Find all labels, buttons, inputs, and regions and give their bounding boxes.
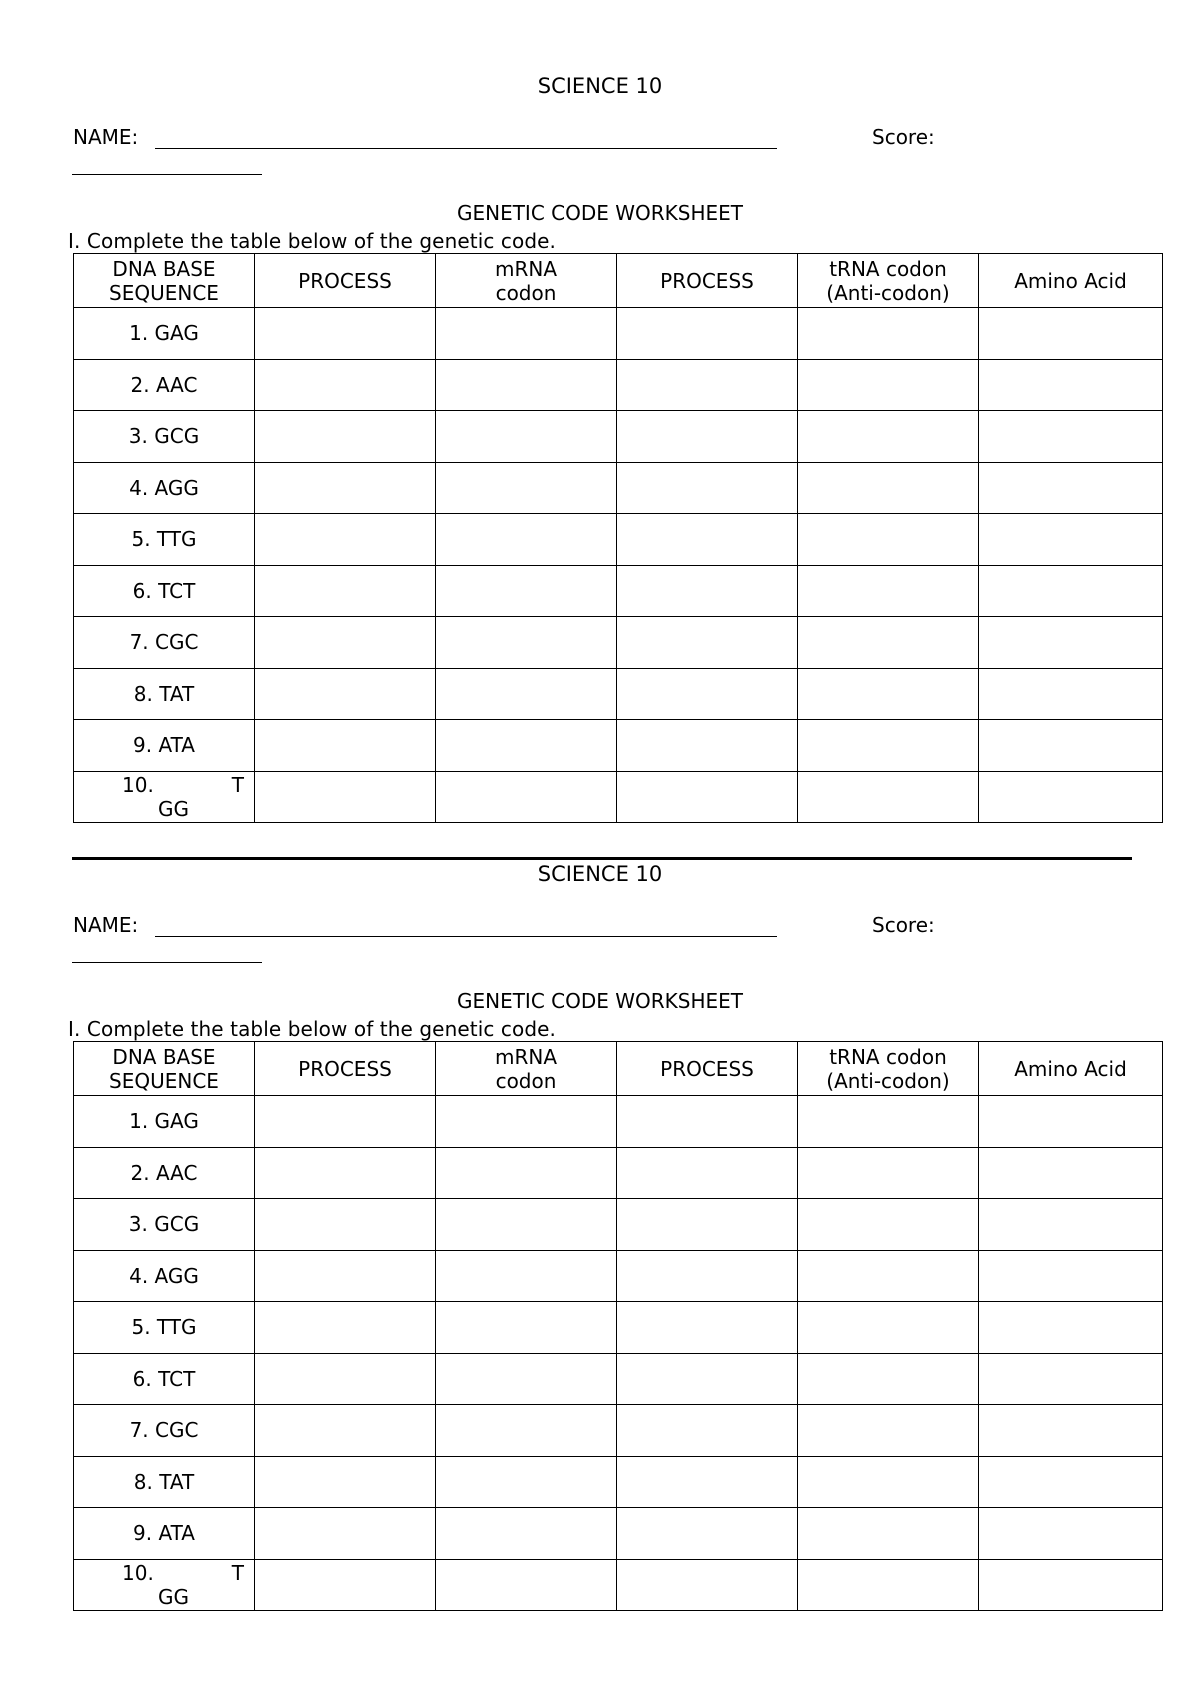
dna-sequence-cell: 7. CGC bbox=[74, 1405, 255, 1457]
answer-cell[interactable] bbox=[979, 668, 1163, 720]
answer-cell[interactable] bbox=[979, 1147, 1163, 1199]
answer-cell[interactable] bbox=[255, 462, 436, 514]
answer-cell[interactable] bbox=[436, 668, 617, 720]
answer-cell[interactable] bbox=[255, 1147, 436, 1199]
answer-cell[interactable] bbox=[798, 1559, 979, 1611]
name-field-line[interactable] bbox=[155, 148, 777, 149]
answer-cell[interactable] bbox=[798, 514, 979, 566]
answer-cell[interactable] bbox=[436, 462, 617, 514]
answer-cell[interactable] bbox=[798, 1250, 979, 1302]
table-row bbox=[74, 1302, 1163, 1354]
answer-cell[interactable] bbox=[436, 1508, 617, 1560]
row-number: 10. bbox=[122, 1560, 154, 1585]
header-amino-acid: Amino Acid bbox=[979, 254, 1163, 308]
answer-cell[interactable] bbox=[798, 359, 979, 411]
sequence-part: T bbox=[231, 772, 244, 797]
dna-sequence-cell: 7. CGC bbox=[74, 617, 255, 669]
header-amino-acid: Amino Acid bbox=[979, 1042, 1163, 1096]
dna-sequence-cell: 1. GAG bbox=[74, 1096, 255, 1148]
table-row bbox=[74, 1559, 1163, 1611]
dna-sequence-cell: 4. AGG bbox=[74, 1250, 255, 1302]
header-dna-sequence: DNA BASE SEQUENCE bbox=[74, 1042, 255, 1096]
table-row bbox=[74, 668, 1163, 720]
dna-sequence-cell: 2. AAC bbox=[74, 359, 255, 411]
answer-cell[interactable] bbox=[617, 1147, 798, 1199]
answer-cell[interactable] bbox=[255, 1405, 436, 1457]
table-header-row bbox=[74, 1042, 1163, 1096]
answer-cell[interactable] bbox=[255, 411, 436, 463]
answer-cell[interactable] bbox=[255, 565, 436, 617]
instruction-text: I. Complete the table below of the genetic code. bbox=[68, 229, 556, 253]
name-label: NAME: bbox=[73, 913, 139, 937]
answer-cell[interactable] bbox=[436, 308, 617, 360]
table-row bbox=[74, 720, 1163, 772]
answer-cell[interactable] bbox=[436, 720, 617, 772]
answer-cell[interactable] bbox=[436, 1559, 617, 1611]
table-row bbox=[74, 514, 1163, 566]
dna-sequence-cell: 2. AAC bbox=[74, 1147, 255, 1199]
header-trna-codon: tRNA codon (Anti-codon) bbox=[798, 1042, 979, 1096]
answer-cell[interactable] bbox=[255, 514, 436, 566]
answer-cell[interactable] bbox=[979, 565, 1163, 617]
answer-cell[interactable] bbox=[436, 1147, 617, 1199]
sequence-part: T bbox=[231, 1560, 244, 1585]
table-row bbox=[74, 771, 1163, 823]
answer-cell[interactable] bbox=[798, 1508, 979, 1560]
answer-cell[interactable] bbox=[617, 1353, 798, 1405]
answer-cell[interactable] bbox=[798, 308, 979, 360]
answer-cell[interactable] bbox=[617, 1559, 798, 1611]
name-label: NAME: bbox=[73, 125, 139, 149]
dna-sequence-cell: 9. ATA bbox=[74, 720, 255, 772]
dna-sequence-cell: 3. GCG bbox=[74, 1199, 255, 1251]
dna-sequence-cell: 5. TTG bbox=[74, 1302, 255, 1354]
dna-sequence-cell: 4. AGG bbox=[74, 462, 255, 514]
answer-cell[interactable] bbox=[617, 1096, 798, 1148]
row-number: 10. bbox=[122, 772, 154, 797]
score-field-line[interactable] bbox=[72, 962, 262, 963]
answer-cell[interactable] bbox=[436, 514, 617, 566]
answer-cell[interactable] bbox=[255, 1250, 436, 1302]
header-trna-codon: tRNA codon (Anti-codon) bbox=[798, 254, 979, 308]
answer-cell[interactable] bbox=[798, 462, 979, 514]
answer-cell[interactable] bbox=[798, 1405, 979, 1457]
header-dna-sequence: DNA BASE SEQUENCE bbox=[74, 254, 255, 308]
genetic-code-table bbox=[73, 253, 1163, 823]
dna-sequence-cell bbox=[74, 1559, 255, 1611]
answer-cell[interactable] bbox=[979, 462, 1163, 514]
answer-cell[interactable] bbox=[436, 1456, 617, 1508]
table-row bbox=[74, 1199, 1163, 1251]
genetic-code-table bbox=[73, 1041, 1163, 1611]
answer-cell[interactable] bbox=[255, 1559, 436, 1611]
table-row bbox=[74, 411, 1163, 463]
answer-cell[interactable] bbox=[979, 1405, 1163, 1457]
dna-sequence-cell: 8. TAT bbox=[74, 1456, 255, 1508]
answer-cell[interactable] bbox=[798, 720, 979, 772]
answer-cell[interactable] bbox=[617, 1199, 798, 1251]
answer-cell[interactable] bbox=[979, 514, 1163, 566]
answer-cell[interactable] bbox=[979, 1096, 1163, 1148]
answer-cell[interactable] bbox=[798, 1096, 979, 1148]
score-field-line[interactable] bbox=[72, 174, 262, 175]
answer-cell[interactable] bbox=[798, 1353, 979, 1405]
answer-cell[interactable] bbox=[255, 720, 436, 772]
answer-cell[interactable] bbox=[617, 359, 798, 411]
answer-cell[interactable] bbox=[436, 411, 617, 463]
table-row bbox=[74, 1096, 1163, 1148]
answer-cell[interactable] bbox=[255, 359, 436, 411]
answer-cell[interactable] bbox=[436, 359, 617, 411]
answer-cell[interactable] bbox=[979, 1456, 1163, 1508]
table-row bbox=[74, 359, 1163, 411]
answer-cell[interactable] bbox=[617, 565, 798, 617]
answer-cell[interactable] bbox=[798, 565, 979, 617]
subject-title: SCIENCE 10 bbox=[537, 862, 663, 886]
answer-cell[interactable] bbox=[617, 720, 798, 772]
answer-cell[interactable] bbox=[617, 462, 798, 514]
answer-cell[interactable] bbox=[617, 308, 798, 360]
answer-cell[interactable] bbox=[255, 668, 436, 720]
worksheet-title: GENETIC CODE WORKSHEET bbox=[456, 989, 744, 1013]
answer-cell[interactable] bbox=[436, 1353, 617, 1405]
answer-cell[interactable] bbox=[617, 1250, 798, 1302]
answer-cell[interactable] bbox=[255, 771, 436, 823]
table-row bbox=[74, 1456, 1163, 1508]
answer-cell[interactable] bbox=[617, 1508, 798, 1560]
score-label: Score: bbox=[872, 913, 935, 937]
table-row bbox=[74, 617, 1163, 669]
answer-cell[interactable] bbox=[436, 1199, 617, 1251]
dna-sequence-cell: 5. TTG bbox=[74, 514, 255, 566]
answer-cell[interactable] bbox=[798, 411, 979, 463]
subject-title: SCIENCE 10 bbox=[537, 74, 663, 98]
header-process: PROCESS bbox=[255, 254, 436, 308]
score-label: Score: bbox=[872, 125, 935, 149]
dna-sequence-cell: 3. GCG bbox=[74, 411, 255, 463]
answer-cell[interactable] bbox=[617, 771, 798, 823]
answer-cell[interactable] bbox=[979, 1559, 1163, 1611]
answer-cell[interactable] bbox=[255, 1096, 436, 1148]
answer-cell[interactable] bbox=[979, 1199, 1163, 1251]
answer-cell[interactable] bbox=[436, 1250, 617, 1302]
answer-cell[interactable] bbox=[979, 617, 1163, 669]
dna-sequence-cell bbox=[74, 771, 255, 823]
answer-cell[interactable] bbox=[979, 771, 1163, 823]
dna-sequence-cell: 6. TCT bbox=[74, 565, 255, 617]
dna-sequence-cell: 9. ATA bbox=[74, 1508, 255, 1560]
answer-cell[interactable] bbox=[255, 1456, 436, 1508]
header-process: PROCESS bbox=[255, 1042, 436, 1096]
answer-cell[interactable] bbox=[979, 1302, 1163, 1354]
table-row bbox=[74, 1508, 1163, 1560]
table-header-row bbox=[74, 254, 1163, 308]
answer-cell[interactable] bbox=[798, 771, 979, 823]
answer-cell[interactable] bbox=[798, 1199, 979, 1251]
header-process: PROCESS bbox=[617, 1042, 798, 1096]
answer-cell[interactable] bbox=[979, 411, 1163, 463]
answer-cell[interactable] bbox=[436, 565, 617, 617]
table-row bbox=[74, 462, 1163, 514]
answer-cell[interactable] bbox=[798, 1147, 979, 1199]
answer-cell[interactable] bbox=[979, 720, 1163, 772]
answer-cell[interactable] bbox=[979, 1353, 1163, 1405]
header-mrna-codon: mRNA codon bbox=[436, 254, 617, 308]
table-row bbox=[74, 1405, 1163, 1457]
answer-cell[interactable] bbox=[617, 668, 798, 720]
answer-cell[interactable] bbox=[979, 1250, 1163, 1302]
header-mrna-codon: mRNA codon bbox=[436, 1042, 617, 1096]
answer-cell[interactable] bbox=[617, 411, 798, 463]
answer-cell[interactable] bbox=[979, 359, 1163, 411]
answer-cell[interactable] bbox=[436, 617, 617, 669]
answer-cell[interactable] bbox=[979, 1508, 1163, 1560]
table-row bbox=[74, 565, 1163, 617]
answer-cell[interactable] bbox=[617, 1302, 798, 1354]
answer-cell[interactable] bbox=[255, 1199, 436, 1251]
answer-cell[interactable] bbox=[436, 1302, 617, 1354]
answer-cell[interactable] bbox=[798, 1302, 979, 1354]
table-row bbox=[74, 308, 1163, 360]
answer-cell[interactable] bbox=[798, 617, 979, 669]
answer-cell[interactable] bbox=[617, 1456, 798, 1508]
answer-cell[interactable] bbox=[798, 1456, 979, 1508]
answer-cell[interactable] bbox=[255, 617, 436, 669]
answer-cell[interactable] bbox=[617, 1405, 798, 1457]
answer-cell[interactable] bbox=[255, 1508, 436, 1560]
dna-sequence-cell: 1. GAG bbox=[74, 308, 255, 360]
table-row bbox=[74, 1250, 1163, 1302]
sequence-part: GG bbox=[158, 796, 189, 821]
name-field-line[interactable] bbox=[155, 936, 777, 937]
answer-cell[interactable] bbox=[436, 1096, 617, 1148]
sequence-part: GG bbox=[158, 1584, 189, 1609]
dna-sequence-cell: 6. TCT bbox=[74, 1353, 255, 1405]
header-process: PROCESS bbox=[617, 254, 798, 308]
answer-cell[interactable] bbox=[436, 1405, 617, 1457]
instruction-text: I. Complete the table below of the genetic code. bbox=[68, 1017, 556, 1041]
table-row bbox=[74, 1353, 1163, 1405]
answer-cell[interactable] bbox=[255, 308, 436, 360]
worksheet-title: GENETIC CODE WORKSHEET bbox=[456, 201, 744, 225]
table-row bbox=[74, 1147, 1163, 1199]
answer-cell[interactable] bbox=[255, 1353, 436, 1405]
dna-sequence-cell: 8. TAT bbox=[74, 668, 255, 720]
answer-cell[interactable] bbox=[617, 514, 798, 566]
answer-cell[interactable] bbox=[436, 771, 617, 823]
answer-cell[interactable] bbox=[798, 668, 979, 720]
cut-divider-line bbox=[72, 857, 1132, 860]
answer-cell[interactable] bbox=[617, 617, 798, 669]
answer-cell[interactable] bbox=[255, 1302, 436, 1354]
answer-cell[interactable] bbox=[979, 308, 1163, 360]
